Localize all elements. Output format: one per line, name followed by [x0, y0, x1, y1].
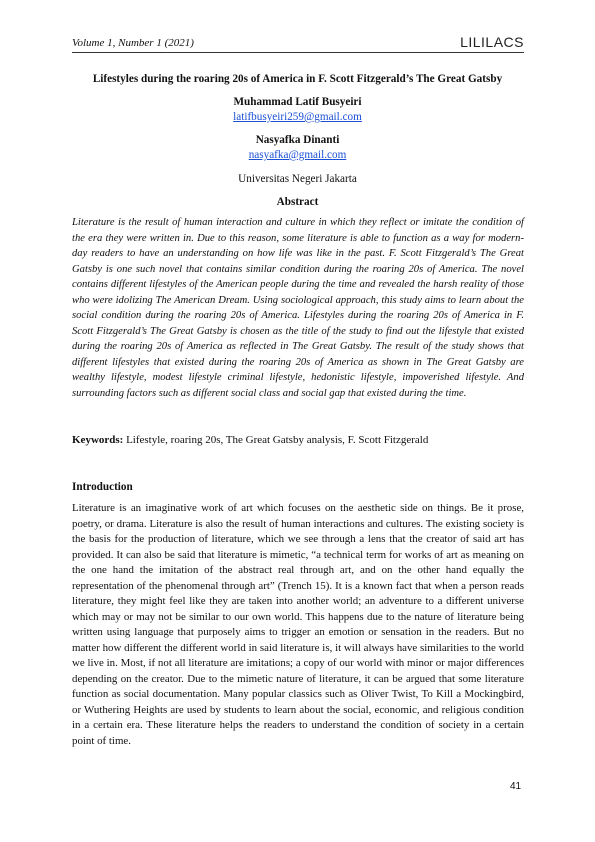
author-name: Nasyafka Dinanti [255, 134, 340, 146]
volume-label: Volume 1, Number 1 (2021) [72, 37, 194, 49]
author-name: Muhammad Latif Busyeiri [233, 96, 362, 108]
introduction-text: Literature is an imaginative work of art which focuses on the aesthetic side on things. Be it prose, poetry, or drama. Literature is also the result of human interactions and cultures. The existing society is the basis for the production of literature, which we see through a lens that the creator of said art has provided. It can also be said that literature is mimetic, “a technical term for works of art as meaning on the one hand the imitation of the abstract real through art, and on the other hand equally the representation of the phenomenal through art” (Trench 15). It is a known fact that when a person reads literature, they might feel like they are taken into another world; an adventure to a different universe which may or may not be similar to our own world. This happens due to the nature of literature being written using language that purposely aims to trigger an emotion or sensation in the readers. But no matter how different the different world in said literature is, it will always have similarities to the world we live in. Most, if not all literature are imitations; a copy of our world with minor or major differences depending on the creator. Due to the mimetic nature of literature, it can be argued that some literature function as social documentation. Many popular classics such as Oliver Twist, To Kill a Mockingbird, or Wuthering Heights are used by students to learn about the social, economic, and religious condition in a certain era. These literature helps the readers to understand the condition of society in a certain point of time. [72, 502, 524, 747]
keywords-label: Keywords: [72, 434, 124, 446]
running-header [72, 34, 524, 53]
keywords-line [72, 434, 524, 446]
abstract-text: Literature is the result of human interaction and culture in which they reflect or imitate the condition of the era they were written in. Due to this reason, some literature is able to function as a way for modern-day readers to have an understanding on how life was like in the past. F. Scott Fitzgerald’s The Great Gatsby is one such novel that contains similar condition during the roaring 20s of America. The novel contains different lifestyles of the American people during the time and revealed the harsh reality of those who were idolizing The American Dream. Using sociological approach, this study aims to learn about the social condition during the roaring 20s of America. Lifestyles during the roaring 20s of America in F. Scott Fitzgerald’s The Great Gatsby is chosen as the title of the study to find out the lifestyle that existed during the roaring 20s of America as reflected in The Great Gatsby. The result of the study shows that different lifestyles that existed during the roaring 20s of America as shown in The Great Gatsby are wealthy lifestyle, modest lifestyle criminal lifestyle, hedonistic lifestyle, impoverished lifestyle. And surrounding factors such as different social class and social gap that existed during the time. [72, 217, 524, 399]
author-email-link[interactable]: nasyafka@gmail.com [248, 149, 347, 161]
header-divider [72, 52, 524, 53]
author-email-link[interactable]: latifbusyeiri259@gmail.com [233, 111, 362, 123]
affiliation: Universitas Negeri Jakarta [238, 173, 357, 185]
page-number: 41 [510, 781, 522, 792]
journal-logo: LILILACS [460, 34, 524, 50]
section-heading-introduction: Introduction [72, 481, 133, 493]
abstract-heading: Abstract [276, 196, 319, 208]
keywords-text: Lifestyle, roaring 20s, The Great Gatsby analysis, F. Scott Fitzgerald [126, 434, 429, 446]
paper-title: Lifestyles during the roaring 20s of America in F. Scott Fitzgerald’s The Great Gatsby [92, 73, 503, 85]
